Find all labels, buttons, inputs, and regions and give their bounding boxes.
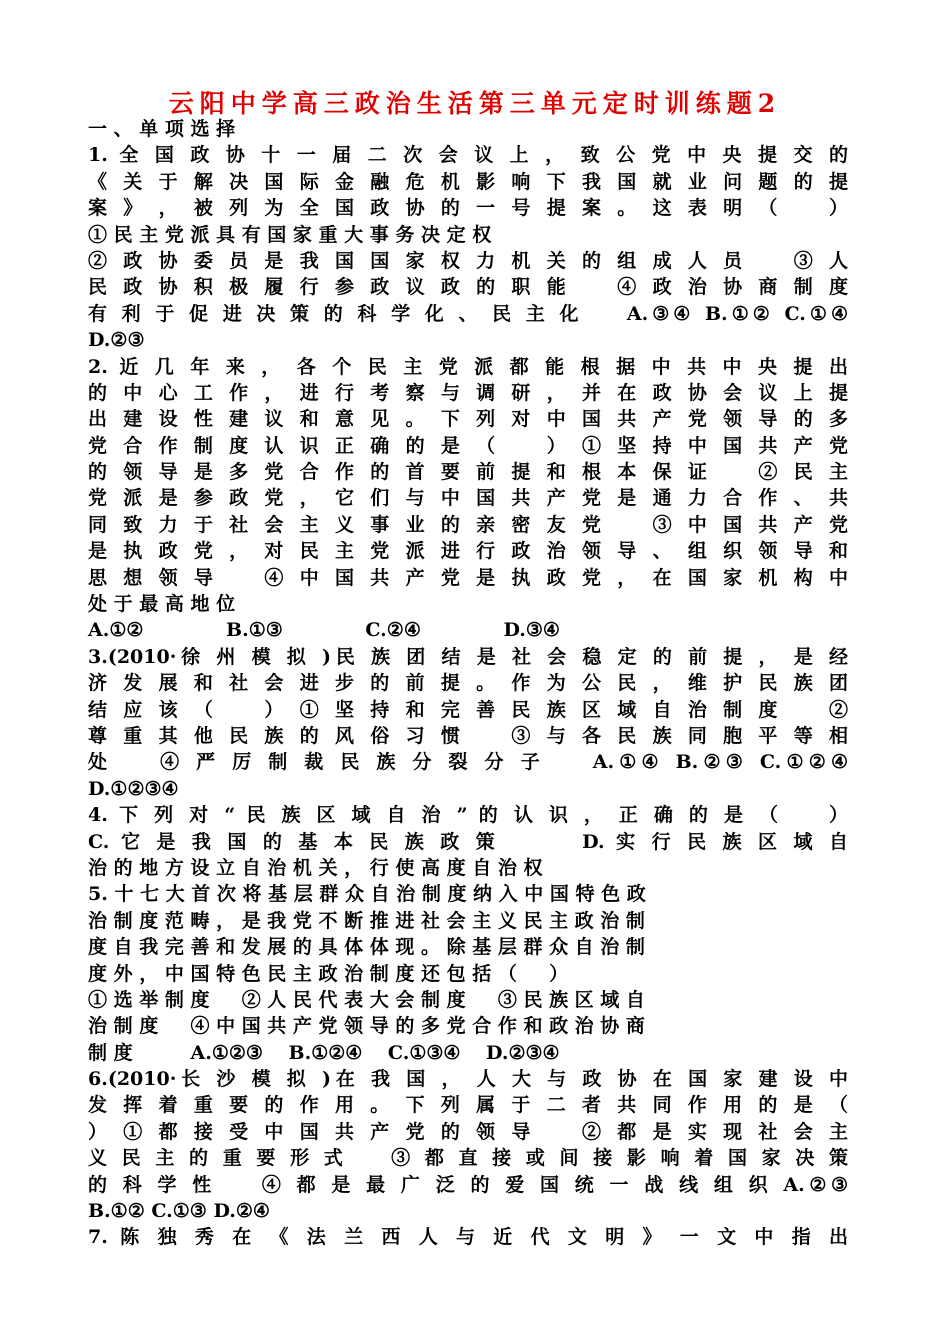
text-line: 有 利 于 促 进 决 策 的 科 学 化 、 民 主 化 A.③④ B.①② C.①④ bbox=[88, 302, 848, 325]
document-title: 云阳中学高三政治生活第三单元定时训练题2 bbox=[168, 89, 782, 118]
text-line: 处 于 最 高 地 位 bbox=[88, 593, 236, 616]
text-line: 思 想 领 导 ④ 中 国 共 产 党 是 执 政 党 ， 在 国 家 机 构 中 bbox=[88, 566, 848, 589]
text-line: 《 关 于 解 决 国 际 金 融 危 机 影 响 下 我 国 就 业 问 题 的 提 bbox=[88, 170, 848, 193]
text-line: A.①② B.①③ C.②④ D.③④ bbox=[88, 619, 560, 642]
text-line: 的 科 学 性 ④ 都 是 最 广 泛 的 爱 国 统 一 战 线 组 织 A.②③ bbox=[88, 1173, 848, 1196]
text-line: 治 制 度 范 畴 ， 是 我 党 不 断 推 进 社 会 主 义 民 主 政 治 制 bbox=[88, 909, 645, 932]
text-line: 6.(2010·长 沙 模 拟 )在 我 国 ， 人 大 与 政 协 在 国 家 建 设 中 bbox=[88, 1068, 848, 1091]
text-line: ① 民 主 党 派 具 有 国 家 重 大 事 务 决 定 权 bbox=[88, 223, 492, 246]
text-line: ② 政 协 委 员 是 我 国 国 家 权 力 机 关 的 组 成 人 员 ③ 人 bbox=[88, 249, 848, 272]
text-line: B.①② C.①③ D.②④ bbox=[88, 1200, 270, 1223]
text-line: 治 的 地 方 设 立 自 治 机 关 ， 行 使 高 度 自 治 权 bbox=[88, 856, 543, 879]
text-line: 结 应 该 （ ） ① 坚 持 和 完 善 民 族 区 域 自 治 制 度 ② bbox=[88, 698, 848, 721]
text-line: 处 ④ 严 厉 制 裁 民 族 分 裂 分 子 A.①④ B.②③ C.①②④ bbox=[88, 751, 848, 774]
text-line: C. 它 是 我 国 的 基 本 民 族 政 策 D. 实 行 民 族 区 域 自 bbox=[88, 830, 848, 853]
text-line: 出 建 设 性 建 议 和 意 见 。 下 列 对 中 国 共 产 党 领 导 的 多 bbox=[88, 408, 848, 431]
question-body bbox=[88, 116, 848, 1251]
text-line: 3.(2010·徐 州 模 拟 )民 族 团 结 是 社 会 稳 定 的 前 提 ， 是 经 bbox=[88, 645, 848, 668]
text-line: 案 》 ， 被 列 为 全 国 政 协 的 一 号 提 案 。 这 表 明 （ ） bbox=[88, 197, 848, 220]
text-line: 2. 近 几 年 来 ， 各 个 民 主 党 派 都 能 根 据 中 共 中 央 提 出 bbox=[88, 355, 848, 378]
text-line: 的 中 心 工 作 ， 进 行 考 察 与 调 研 ， 并 在 政 协 会 议 上 提 bbox=[88, 381, 848, 404]
text-line: 济 发 展 和 社 会 进 步 的 前 提 。 作 为 公 民 ， 维 护 民 族 团 bbox=[88, 672, 848, 695]
text-line: 度 外 ， 中 国 特 色 民 主 政 治 制 度 还 包 括 （ ） bbox=[88, 962, 569, 985]
text-line: 5. 十 七 大 首 次 将 基 层 群 众 自 治 制 度 纳 入 中 国 特 色 政 bbox=[88, 883, 646, 906]
text-line: 的 领 导 是 多 党 合 作 的 首 要 前 提 和 根 本 保 证 ② 民 主 bbox=[88, 461, 848, 484]
text-line: 治 制 度 ④ 中 国 共 产 党 领 导 的 多 党 合 作 和 政 治 协 商 bbox=[88, 1015, 645, 1038]
text-line: 尊 重 其 他 民 族 的 风 俗 习 惯 ③ 与 各 民 族 同 胞 平 等 相 bbox=[88, 724, 848, 747]
text-line: 党 合 作 制 度 认 识 正 确 的 是 （ ） ① 坚 持 中 国 共 产 党 bbox=[88, 434, 848, 457]
text-line: 同 致 力 于 社 会 主 义 事 业 的 亲 密 友 党 ③ 中 国 共 产 党 bbox=[88, 513, 848, 536]
text-line: D.①②③④ bbox=[88, 777, 179, 800]
text-line: 义 民 主 的 重 要 形 式 ③ 都 直 接 或 间 接 影 响 着 国 家 决 策 bbox=[88, 1147, 848, 1170]
text-line: 党 派 是 参 政 党 ， 它 们 与 中 国 共 产 党 是 通 力 合 作 、 共 bbox=[88, 487, 848, 510]
text-line: D.②③ bbox=[88, 329, 145, 352]
text-line: 制 度 A.①②③ B.①②④ C.①③④ D.②③④ bbox=[88, 1041, 560, 1064]
text-line: ① 选 举 制 度 ② 人 民 代 表 大 会 制 度 ③ 民 族 区 域 自 bbox=[88, 988, 645, 1011]
text-line: 4. 下 列 对 “ 民 族 区 域 自 治 ” 的 认 识 ， 正 确 的 是 （ ） bbox=[88, 804, 848, 827]
text-line: 7. 陈 独 秀 在 《 法 兰 西 人 与 近 代 文 明 》 一 文 中 指 出 bbox=[88, 1226, 848, 1249]
text-line: 是 执 政 党 ， 对 民 主 党 派 进 行 政 治 领 导 、 组 织 领 导 和 bbox=[88, 540, 848, 563]
section-heading: 一 、 单 项 选 择 bbox=[88, 118, 236, 140]
text-line: ） ① 都 接 受 中 国 共 产 党 的 领 导 ② 都 是 实 现 社 会 主 bbox=[88, 1120, 848, 1143]
text-line: 1. 全 国 政 协 十 一 届 二 次 会 议 上 ， 致 公 党 中 央 提 交 的 bbox=[88, 144, 848, 167]
text-line: 民 政 协 积 极 履 行 参 政 议 政 的 职 能 ④ 政 治 协 商 制 度 bbox=[88, 276, 848, 299]
text-line: 度 自 我 完 善 和 发 展 的 具 体 体 现 。 除 基 层 群 众 自 治 制 bbox=[88, 936, 645, 959]
text-line: 发 挥 着 重 要 的 作 用 。 下 列 属 于 二 者 共 同 作 用 的 是 （ bbox=[88, 1094, 848, 1117]
